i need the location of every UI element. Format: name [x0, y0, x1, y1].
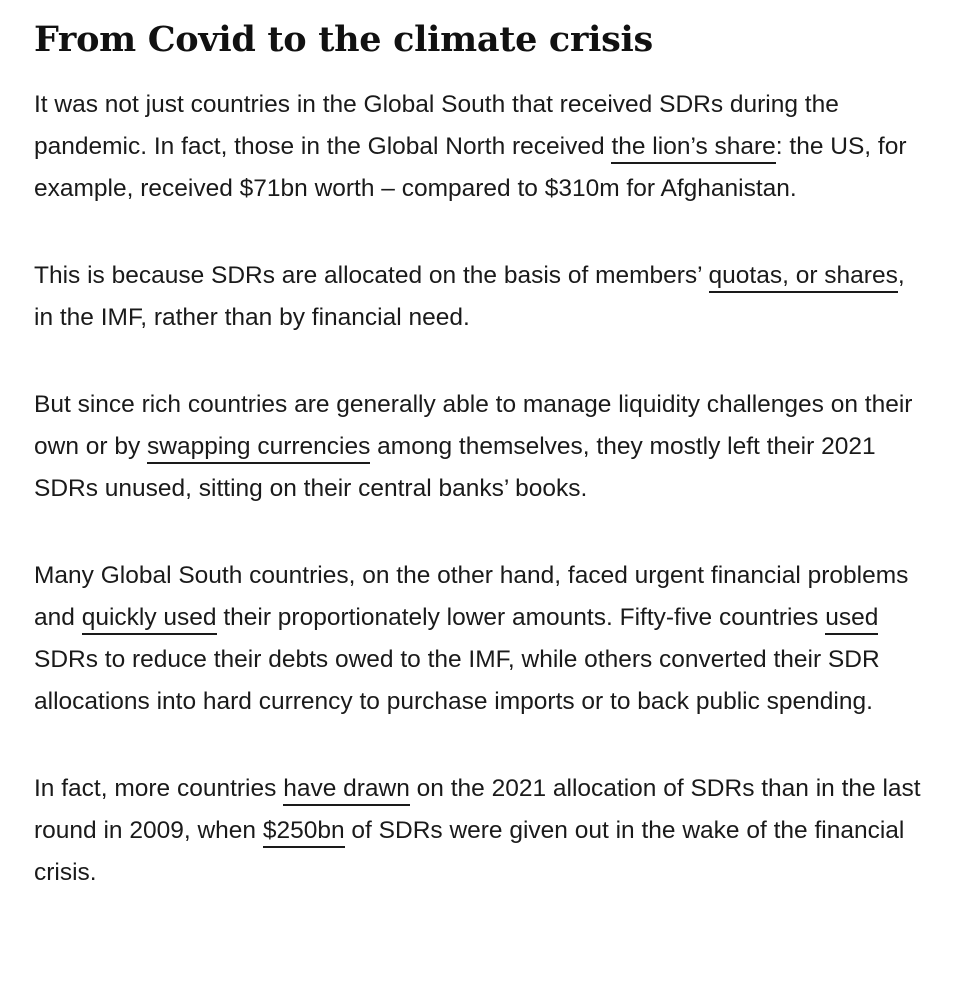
paragraph-1: [34, 84, 929, 210]
paragraph-text: Many Global South countries, on the other hand, faced urgent financial problems and: [34, 562, 909, 631]
paragraph-text: , in the IMF, rather than by financial need.: [34, 262, 905, 331]
link-250bn[interactable]: $250bn: [263, 817, 345, 848]
link-used[interactable]: used: [825, 604, 878, 635]
paragraph-2: [34, 255, 929, 339]
paragraph-text: among themselves, they mostly left their 2021 SDRs unused, sitting on their central banks’ books.: [34, 433, 876, 502]
paragraph-text: This is because SDRs are allocated on the basis of members’: [34, 262, 709, 289]
paragraph-text: : the US, for example, received $71bn worth – compared to $310m for Afghanistan.: [34, 133, 907, 202]
link-lions-share[interactable]: the lion’s share: [611, 133, 775, 164]
link-quotas-or-shares[interactable]: quotas, or shares: [709, 262, 898, 293]
paragraph-text: their proportionately lower amounts. Fifty-five countries: [216, 604, 826, 631]
paragraph-4: [34, 555, 929, 723]
paragraph-text: In fact, more countries: [34, 775, 284, 802]
paragraph-text: It was not just countries in the Global South that received SDRs during the pandemic. In fact, those in the Global North received: [34, 91, 839, 160]
paragraph-text: But since rich countries are generally able to manage liquidity challenges on their own or by: [34, 391, 913, 460]
paragraph-text: SDRs to reduce their debts owed to the IMF, while others converted their SDR allocations into hard currency to purchase imports or to back public spending.: [34, 646, 880, 715]
paragraph-text: on the 2021 allocation of SDRs than in the last round in 2009, when: [34, 775, 921, 844]
paragraph-5: [34, 768, 929, 894]
paragraph-text: of SDRs were given out in the wake of the financial crisis.: [34, 817, 905, 886]
link-quickly-used[interactable]: quickly used: [82, 604, 217, 635]
article-section: [34, 14, 929, 894]
paragraph-3: [34, 384, 929, 510]
section-heading: From Covid to the climate crisis: [34, 19, 653, 60]
link-have-drawn[interactable]: have drawn: [283, 775, 410, 806]
link-swapping-currencies[interactable]: swapping currencies: [147, 433, 370, 464]
